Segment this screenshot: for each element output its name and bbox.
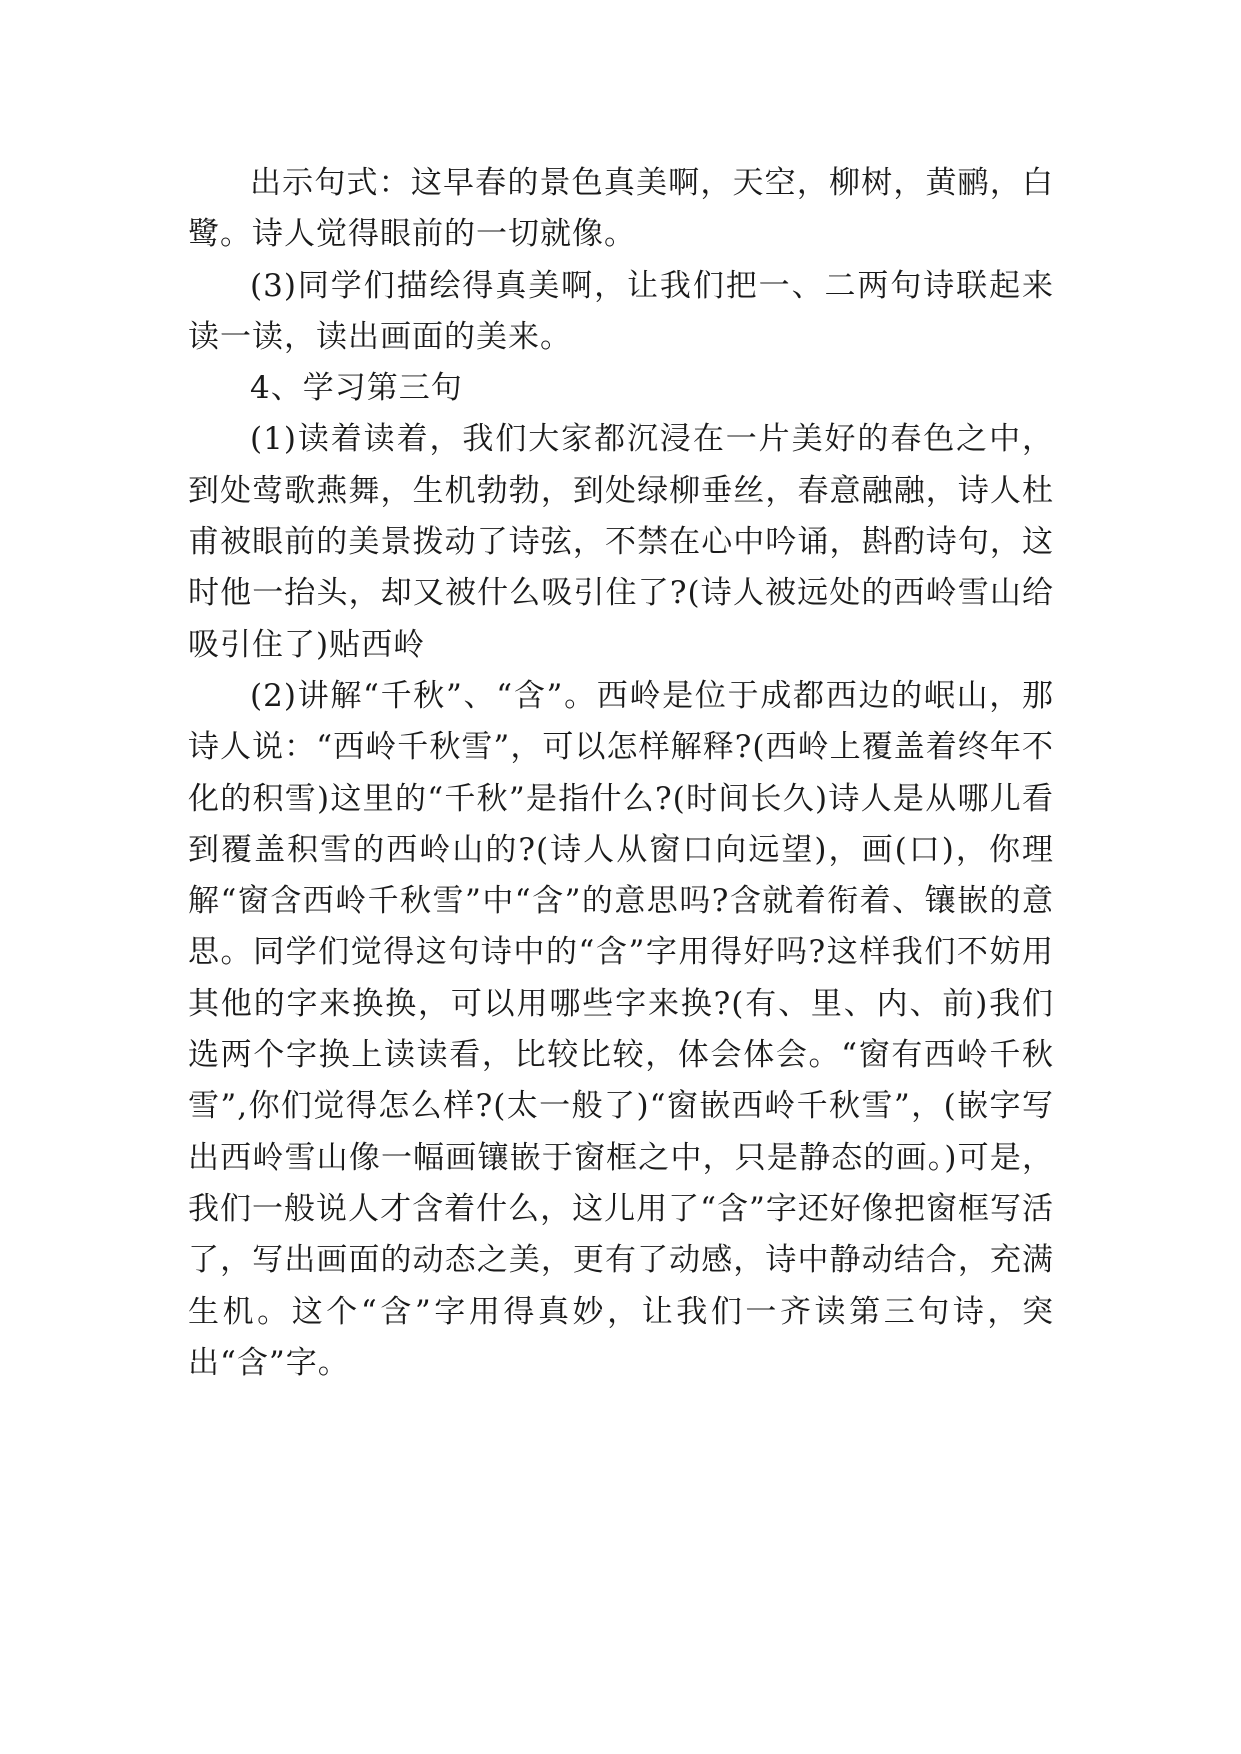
paragraph-step-2: (2)讲解“千秋”、“含”。西岭是位于成都西边的岷山，那诗人说：“西岭千秋雪”，可以怎样解释?(西岭上覆盖着终年不化的积雪)这里的“千秋”是指什么?(时间长久)诗人是从哪儿看到覆盖积雪的西岭山的?(诗人从窗口向远望)，画(口)，你理解“窗含西岭千秋雪”中“含”的意思吗?含就着衔着、镶嵌的意思。同学们觉得这句诗中的“含”字用得好吗?这样我们不妨用其他的字来换换，可以用哪些字来换?(有、里、内、前)我们选两个字换上读读看，比较比较，体会体会。“窗有西岭千秋雪”,你们觉得怎么样?(太一般了)“窗嵌西岭千秋雪”，(嵌字写出西岭雪山像一幅画镶嵌于窗框之中，只是静态的画。)可是，我们一般说人才含着什么，这儿用了“含”字还好像把窗框写活了，写出画面的动态之美，更有了动感，诗中静动结合，充满生机。这个“含”字用得真妙，让我们一齐读第三句诗，突出“含”字。 (188, 677, 1054, 1381)
section-heading-learn-third-line: 4、学习第三句 (250, 370, 463, 407)
paragraph-step-1: (1)读着读着，我们大家都沉浸在一片美好的春色之中，到处莺歌燕舞，生机勃勃，到处绿柳垂丝，春意融融，诗人杜甫被眼前的美景拨动了诗弦，不禁在心中吟诵，斟酌诗句，这时他一抬头，却又被什么吸引住了?(诗人被远处的西岭雪山给吸引住了)贴西岭 (188, 421, 1054, 663)
paragraph-step-3: (3)同学们描绘得真美啊，让我们把一、二两句诗联起来读一读，读出画面的美来。 (188, 267, 1054, 355)
paragraph-sentence-pattern: 出示句式：这早春的景色真美啊，天空，柳树，黄鹂，白鹭。诗人觉得眼前的一切就像。 (188, 165, 1054, 253)
document-body (188, 158, 1054, 1389)
